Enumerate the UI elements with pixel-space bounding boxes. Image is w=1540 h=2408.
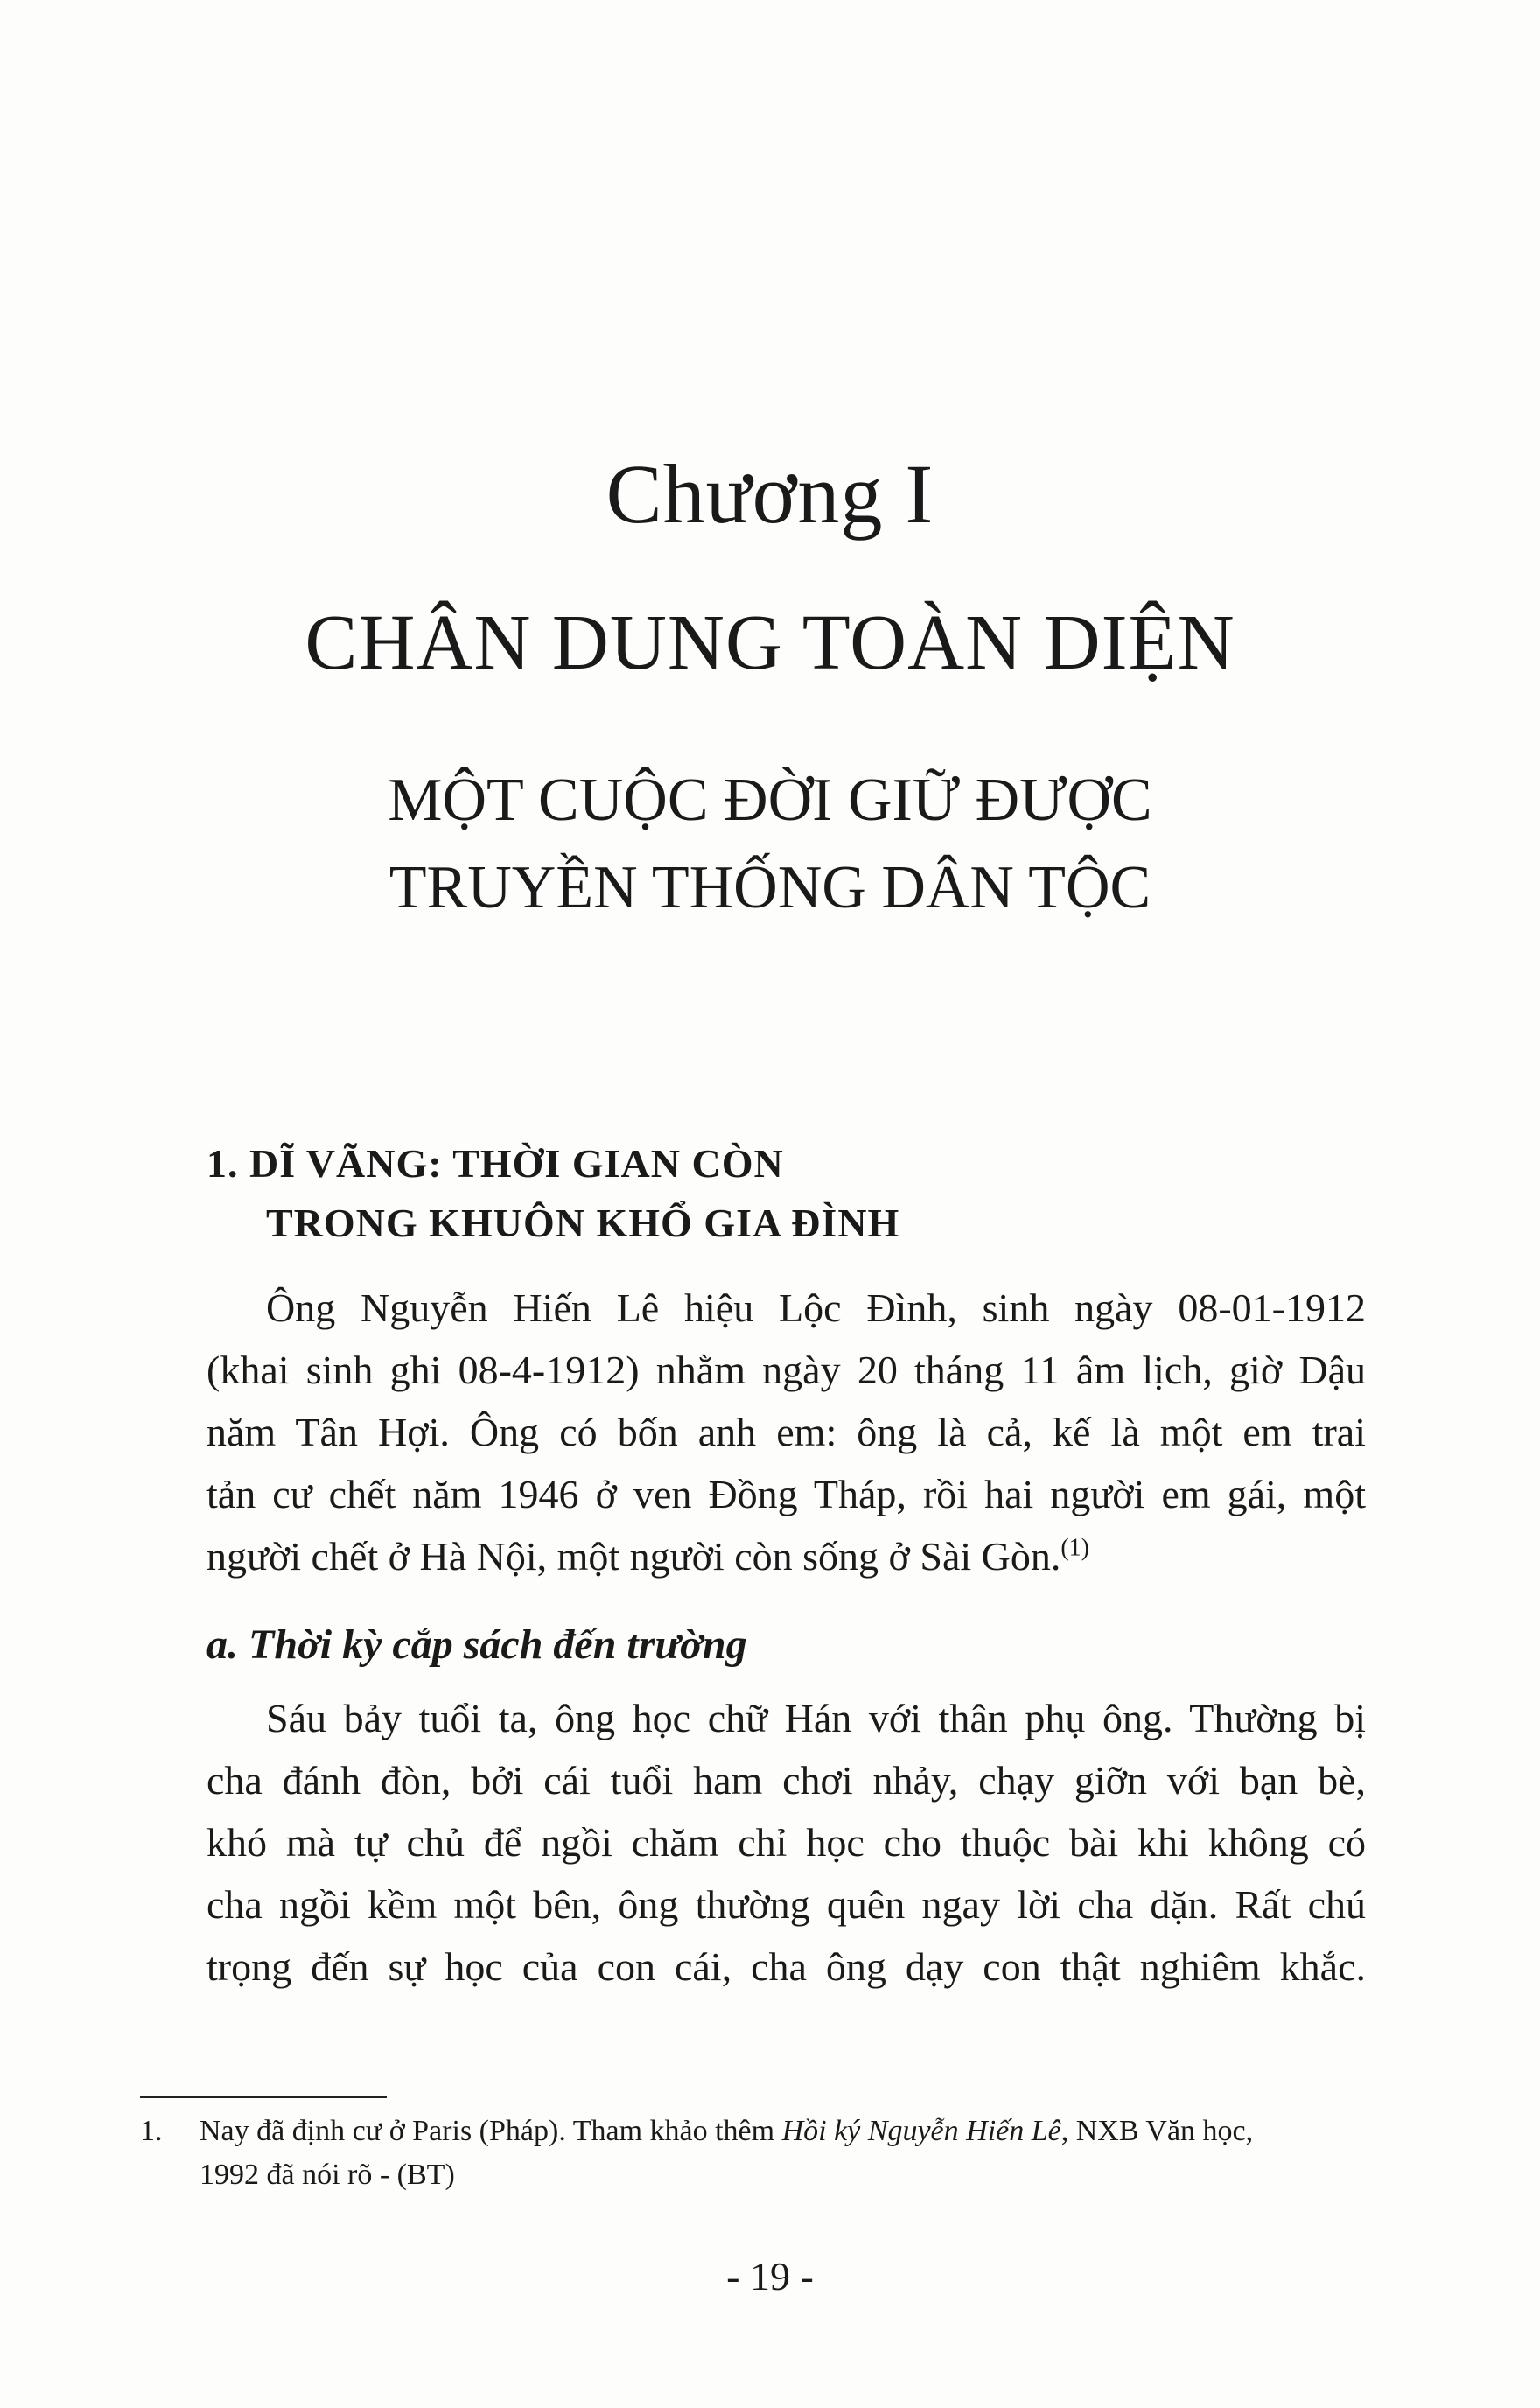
section-heading-line-1: 1. DĨ VÃNG: THỜI GIAN CÒN (206, 1141, 784, 1186)
paragraph-2-line-2: cha đánh đòn, bởi cái tuổi ham chơi nhảy, chạy giỡn với bạn bè, (206, 1758, 1366, 1802)
footnote-number: 1. (140, 2115, 163, 2147)
footnote-book-title: Hồi ký Nguyễn Hiến Lê (781, 2115, 1061, 2147)
footnote-text-b: , NXB Văn học, (1060, 2115, 1254, 2147)
chapter-subtitle-line-1: MỘT CUỘC ĐỜI GIỮ ĐƯỢC (388, 766, 1152, 834)
chapter-subtitle-line-2: TRUYỀN THỐNG DÂN TỘC (388, 854, 1152, 921)
chapter-label: Chương I (606, 447, 934, 541)
paragraph-1-line-5 (206, 1530, 1366, 1583)
footnote-reference[interactable]: (1) (1060, 1534, 1090, 1562)
footnote-text-line-1 (200, 2112, 1372, 2151)
chapter-title: CHÂN DUNG TOÀN DIỆN (304, 599, 1236, 686)
paragraph-1-line-5-text: người chết ở Hà Nội, một người còn sống ở Sài Gòn. (206, 1534, 1061, 1578)
paragraph-2-line-1: Sáu bảy tuổi ta, ông học chữ Hán với thân phụ ông. Thường bị (266, 1696, 1366, 1740)
subsection-heading: a. Thời kỳ cắp sách đến trường (206, 1621, 747, 1668)
footnote-divider (140, 2096, 387, 2098)
paragraph-2-line-5: trọng đến sự học của con cái, cha ông dạy con thật nghiêm khắc. (206, 1944, 1366, 1989)
paragraph-1-line-2: (khai sinh ghi 08-4-1912) nhằm ngày 20 tháng 11 âm lịch, giờ Dậu (206, 1348, 1366, 1392)
paragraph-1-line-3: năm Tân Hợi. Ông có bốn anh em: ông là cả, kế là một em trai (206, 1410, 1366, 1454)
page-number: - 19 - (726, 2254, 814, 2299)
paragraph-1-line-4: tản cư chết năm 1946 ở ven Đồng Tháp, rồi hai người em gái, một (206, 1472, 1366, 1516)
footnote-text-a: Nay đã định cư ở Paris (Pháp). Tham khảo thêm (200, 2115, 782, 2147)
paragraph-2-line-4: cha ngồi kềm một bên, ông thường quên ngay lời cha dặn. Rất chú (206, 1882, 1366, 1927)
paragraph-2-line-3: khó mà tự chủ để ngồi chăm chỉ học cho thuộc bài khi không có (206, 1820, 1366, 1865)
footnote-text-line-2: 1992 đã nói rõ - (BT) (200, 2159, 455, 2191)
section-heading-line-2: TRONG KHUÔN KHỔ GIA ĐÌNH (266, 1200, 900, 1245)
paragraph-1-line-1: Ông Nguyễn Hiến Lê hiệu Lộc Đình, sinh ngày 08-01-1912 (266, 1285, 1366, 1330)
